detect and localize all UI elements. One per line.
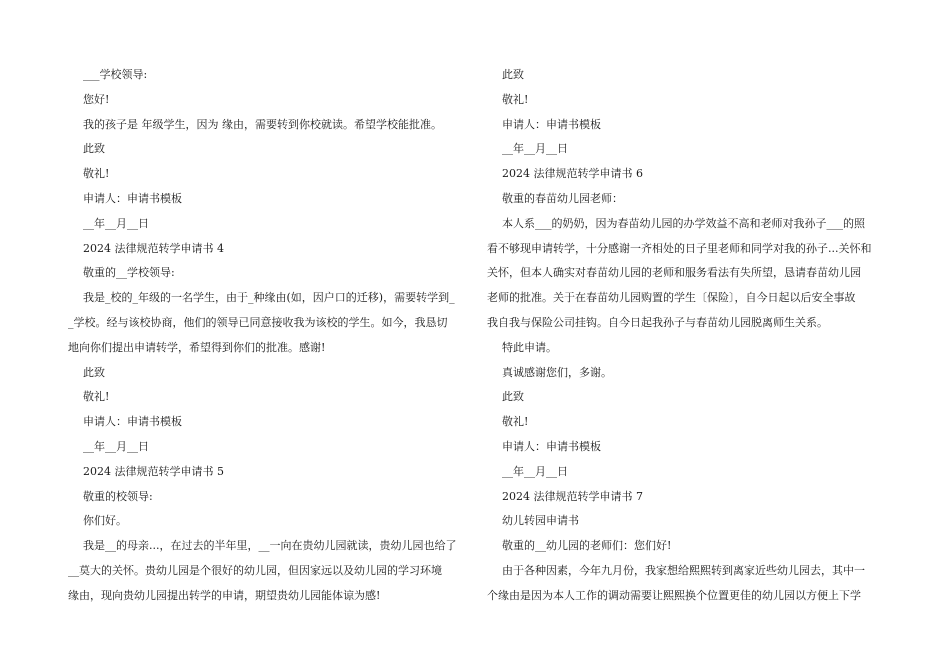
text-line: 看不够现申请转学，十分感谢一齐相处的日子里老师和同学对我的孙子...关怀和 (487, 241, 872, 255)
text-line: 申请人：申请书模板 (502, 117, 601, 131)
text-line: 敬礼! (502, 415, 529, 429)
right-text-column (487, 63, 879, 609)
text-line: 缘由，现向贵幼儿园提出转学的申请，期望贵幼儿园能体谅为感! (68, 588, 381, 602)
text-line: 申请人：申请书模板 (83, 415, 182, 429)
text-line: __莫大的关怀。贵幼儿园是个很好的幼儿园，但因家远以及幼儿园的学习环境 (68, 563, 442, 577)
text-line: 敬重的__幼儿园的老师们：您们好! (502, 539, 672, 553)
text-line: 敬重的春苗幼儿园老师： (502, 191, 623, 205)
text-line: 由于各种因素，今年九月份，我家想给熙熙转到离家近些幼儿园去，其中一 (502, 563, 865, 577)
text-line: 2024 法律规范转学申请书 7 (502, 489, 643, 503)
text-line: 敬重的__学校领导: (83, 266, 175, 280)
text-line: _学校。经与该校协商，他们的领导已同意接收我为该校的学生。如今，我恳切 (68, 315, 448, 329)
text-line: 此致 (502, 390, 524, 404)
text-line: 本人系___的奶奶，因为春苗幼儿园的办学效益不高和老师对我孙子___的照 (502, 216, 865, 230)
left-text-column (68, 63, 460, 609)
text-line: 您好! (83, 92, 110, 106)
text-line: 我的孩子是 年级学生，因为 缘由，需要转到你校就读。希望学校能批准。 (83, 117, 442, 131)
text-line: 我自我与保险公司挂钩。自今日起我孙子与春苗幼儿园脱离师生关系。 (487, 315, 828, 329)
text-line: 申请人：申请书模板 (83, 191, 182, 205)
text-line: __年__月__日 (83, 439, 149, 453)
text-line: 我是_校的_年级的一名学生，由于_种缘由(如，因户口的迁移)，需要转学到_ (83, 291, 455, 305)
text-line: 老师的批准。关于在春苗幼儿园购置的学生〔保险〕，自今日起以后安全事故 (487, 291, 856, 305)
text-line: 此致 (502, 68, 524, 81)
text-line: 个缘由是因为本人工作的调动需要让熙熙换个位置更佳的幼儿园以方便上下学 (487, 588, 861, 602)
text-line: 特此申请。 (502, 340, 557, 354)
text-line: 此致 (83, 142, 105, 156)
text-line: ___学校领导: (83, 68, 148, 81)
text-line: 敬礼! (83, 390, 110, 404)
text-line: 地向你们提出申请转学，希望得到你们的批准。感谢! (68, 340, 326, 354)
text-line: 此致 (83, 365, 105, 379)
text-line: 申请人：申请书模板 (502, 439, 601, 453)
text-line: 2024 法律规范转学申请书 5 (83, 464, 224, 478)
text-line: 敬礼! (502, 92, 529, 106)
text-line: 幼儿转园申请书 (502, 514, 579, 528)
text-line: 关怀，但本人确实对春苗幼儿园的老师和服务看法有失所望，恳请春苗幼儿园 (487, 266, 861, 280)
text-line: 你们好。 (83, 514, 127, 528)
text-line: 2024 法律规范转学申请书 6 (502, 167, 643, 181)
text-line: __年__月__日 (502, 142, 568, 156)
text-line: __年__月__日 (83, 216, 149, 230)
text-line: __年__月__日 (502, 464, 568, 478)
text-line: 敬重的校领导: (83, 489, 153, 503)
text-line: 敬礼! (83, 167, 110, 181)
text-line: 2024 法律规范转学申请书 4 (83, 241, 224, 255)
text-line: 我是__的母亲...，在过去的半年里，__一向在贵幼儿园就读，贵幼儿园也给了 (83, 539, 457, 553)
text-line: 真诚感谢您们，多谢。 (502, 365, 612, 379)
